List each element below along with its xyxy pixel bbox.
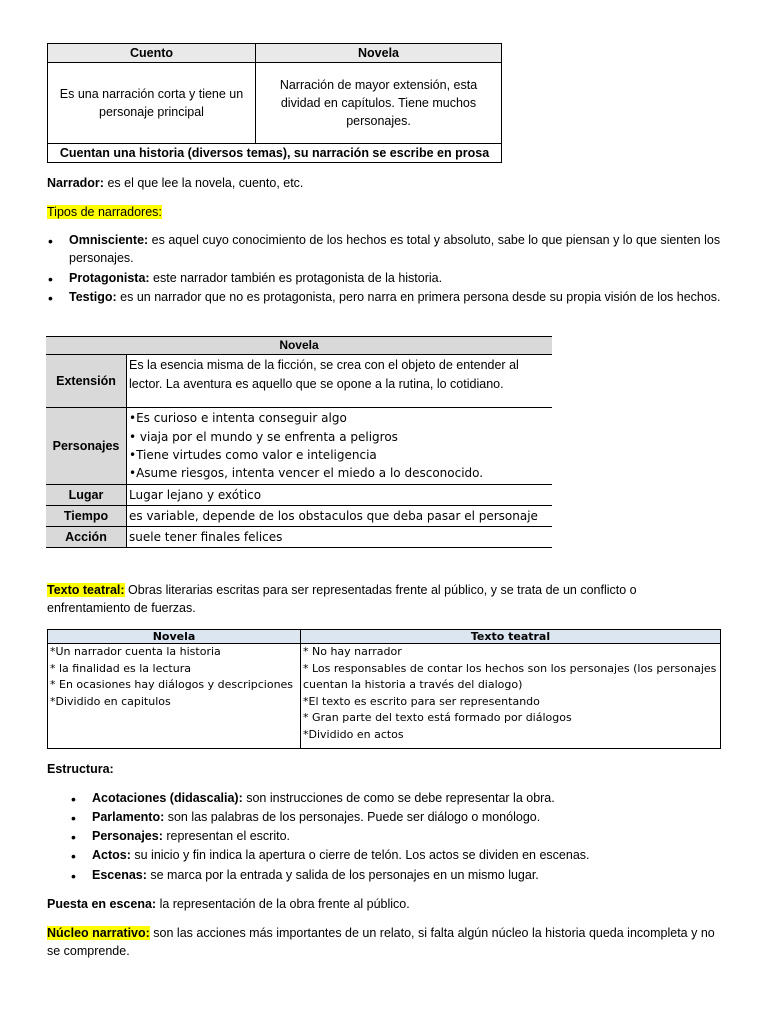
- nucleo-term: Núcleo narrativo:: [47, 926, 150, 940]
- list-item: [47, 231, 727, 267]
- estructura-text: son las palabras de los personajes. Puede ser diálogo o monólogo.: [164, 810, 541, 825]
- tipo-text: es un narrador que no es protagonista, pero narra en primera persona desde su propia visión de los hechos.: [116, 290, 721, 305]
- novela-teatro-table: [47, 629, 721, 749]
- list-item: [70, 827, 710, 845]
- table2-line: • viaja por el mundo y se enfrenta a peligros: [129, 429, 398, 444]
- table3-line: *Un narrador cuenta la historia: [50, 645, 221, 658]
- nucleo-text: son las acciones más importantes de un relato, si falta algún núcleo la historia queda incompleta y no se comprende.: [47, 926, 715, 959]
- table2-row-label: Personajes: [46, 408, 127, 485]
- narrador-term: Narrador:: [47, 176, 104, 190]
- puesta-text: la representación de la obra frente al público.: [156, 897, 410, 911]
- table3-line: *Dividido en actos: [303, 727, 404, 741]
- table3-novela-cell: [48, 644, 301, 749]
- narrador-definition: [47, 174, 727, 192]
- estructura-term: Escenas:: [92, 867, 147, 882]
- table3-header-teatral: Texto teatral: [301, 630, 721, 644]
- estructura-term: Personajes:: [92, 829, 163, 844]
- table3-line: * la finalidad es la lectura: [50, 661, 191, 675]
- table3-line: *Dividido en capitulos: [50, 694, 171, 708]
- list-item: [47, 269, 727, 287]
- estructura-heading: [47, 760, 727, 778]
- tipos-heading-text: Tipos de narradores:: [47, 205, 162, 219]
- table1-cuento-cell: Es una narración corta y tiene un personaje principal: [48, 63, 256, 144]
- table3-line: * En ocasiones hay diálogos y descripciones: [50, 678, 294, 691]
- nucleo-definition: [47, 924, 722, 960]
- estructura-term: Actos:: [92, 848, 131, 863]
- table2-row-content: [127, 408, 553, 485]
- texto-teatral-term: Texto teatral:: [47, 583, 125, 597]
- puesta-term: Puesta en escena:: [47, 897, 157, 911]
- table2-row-label: Acción: [46, 527, 127, 548]
- table2-row-content: Lugar lejano y exótico: [127, 485, 553, 506]
- estructura-term: Acotaciones (didascalia):: [92, 791, 243, 805]
- tipo-term: Omnisciente:: [69, 233, 149, 247]
- table1-header-cuento: Cuento: [48, 44, 256, 63]
- novela-table: [46, 336, 552, 548]
- tipos-heading: [47, 203, 727, 221]
- estructura-text: se marca por la entrada y salida de los personajes en un mismo lugar.: [146, 867, 539, 882]
- table1-novela-cell: Narración de mayor extensión, esta dividad en capítulos. Tiene muchos personajes.: [256, 63, 502, 144]
- table3-line: * Los responsables de contar los hechos son los personajes (los personajes cuentan la historia a través del dialogo): [303, 661, 717, 692]
- table2-row-content: es variable, depende de los obstaculos que deba pasar el personaje: [127, 506, 553, 527]
- puesta-definition: [47, 895, 727, 913]
- estructura-text: son instrucciones de como se debe representar la obra.: [242, 791, 555, 805]
- estructura-term: Parlamento:: [92, 810, 165, 825]
- tipo-term: Testigo:: [69, 290, 117, 305]
- table2-row-label: Extensión: [46, 355, 127, 408]
- list-item: [70, 789, 710, 807]
- table2-line: •Tiene virtudes como valor e inteligencia: [129, 447, 377, 462]
- table3-line: *El texto es escrito para ser representando: [303, 694, 540, 708]
- tipos-list: [47, 231, 727, 307]
- estructura-text: representan el escrito.: [162, 829, 291, 844]
- list-item: [47, 288, 727, 306]
- texto-teatral-text: Obras literarias escritas para ser representadas frente al público, y se trata de un conflicto o enfrentamiento de fuerzas.: [47, 583, 637, 616]
- table2-line: •Asume riesgos, intenta vencer el miedo a lo desconocido.: [129, 466, 484, 481]
- table1-header-novela: Novela: [256, 44, 502, 63]
- cuento-novela-table: [47, 43, 502, 163]
- table3-line: * No hay narrador: [303, 645, 402, 658]
- tipo-text: es aquel cuyo conocimiento de los hechos es total y absoluto, sabe lo que piensan y lo que sienten los personajes.: [69, 233, 721, 266]
- narrador-text: es el que lee la novela, cuento, etc.: [103, 176, 304, 190]
- table2-title: Novela: [46, 337, 552, 355]
- list-item: [70, 866, 710, 884]
- table1-footer: Cuentan una historia (diversos temas), su narración se escribe en prosa: [48, 144, 502, 163]
- table2-line: •Es curioso e intenta conseguir algo: [129, 411, 347, 426]
- table2-row-label: Tiempo: [46, 506, 127, 527]
- estructura-heading-text: Estructura:: [47, 762, 114, 776]
- table2-row-content: suele tener finales felices: [127, 527, 553, 548]
- texto-teatral-definition: [47, 581, 719, 617]
- list-item: [70, 846, 710, 864]
- table2-row-content: Es la esencia misma de la ficción, se crea con el objeto de entender al lector. La aventura es aquello que se opone a la rutina, lo cotidiano.: [127, 355, 553, 408]
- tipo-text: este narrador también es protagonista de la historia.: [149, 271, 443, 286]
- table3-teatral-cell: [301, 644, 721, 749]
- estructura-list: [70, 789, 710, 884]
- estructura-text: su inicio y fin indica la apertura o cierre de telón. Los actos se dividen en escenas.: [130, 848, 590, 863]
- table2-row-label: Lugar: [46, 485, 127, 506]
- tipo-term: Protagonista:: [69, 271, 150, 286]
- table3-line: * Gran parte del texto está formado por diálogos: [303, 711, 572, 725]
- list-item: [70, 808, 710, 826]
- table3-header-novela: Novela: [48, 630, 301, 644]
